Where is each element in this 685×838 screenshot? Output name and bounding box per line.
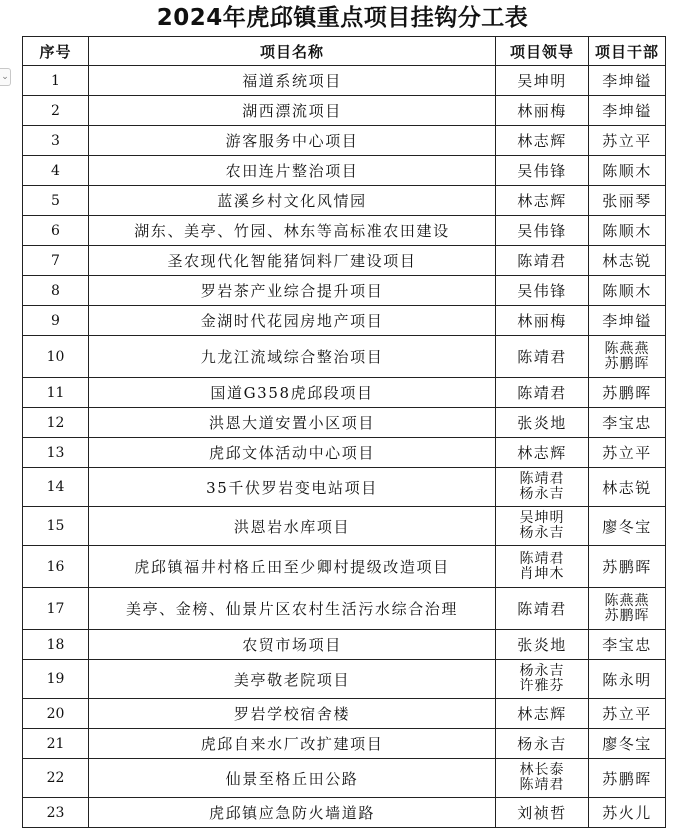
project-name: 湖东、美亭、竹园、林东等高标准农田建设 — [89, 216, 496, 246]
project-table — [22, 36, 666, 828]
project-name: 湖西漂流项目 — [89, 96, 496, 126]
row-number: 20 — [23, 699, 89, 729]
row-number: 5 — [23, 186, 89, 216]
project-cadre-cell — [589, 759, 666, 798]
project-leader: 肖坤木 — [519, 565, 565, 582]
table-row — [23, 216, 666, 246]
project-leader: 陈靖君 — [517, 384, 567, 402]
project-cadre: 张丽琴 — [602, 192, 652, 210]
project-leader-cell — [496, 408, 589, 438]
project-leader: 陈靖君 — [519, 777, 565, 793]
project-cadre-cell — [589, 66, 666, 96]
row-number: 18 — [23, 630, 89, 660]
project-cadre: 苏鹏晖 — [604, 607, 650, 624]
table-row — [23, 660, 666, 699]
table-row — [23, 408, 666, 438]
project-leader: 刘祯哲 — [517, 804, 567, 822]
project-leader: 杨永吉 — [517, 735, 567, 753]
project-cadre-cell — [589, 96, 666, 126]
project-leader: 林长泰 — [519, 762, 565, 778]
project-leader: 吴伟锋 — [517, 162, 567, 180]
project-name: 金湖时代花园房地产项目 — [89, 306, 496, 336]
table-row — [23, 630, 666, 660]
table-row — [23, 276, 666, 306]
row-number: 6 — [23, 216, 89, 246]
project-cadre: 廖冬宝 — [602, 517, 652, 536]
row-number: 4 — [23, 156, 89, 186]
project-name: 罗岩茶产业综合提升项目 — [89, 276, 496, 306]
project-leader-cell — [496, 660, 589, 699]
project-leader: 张炎地 — [517, 636, 567, 654]
project-name: 虎邱镇福井村格丘田至少卿村提级改造项目 — [89, 546, 496, 588]
project-cadre-cell — [589, 378, 666, 408]
project-cadre: 李坤镒 — [602, 72, 652, 90]
project-leader-cell — [496, 186, 589, 216]
row-number: 7 — [23, 246, 89, 276]
project-cadre-cell — [589, 468, 666, 507]
row-number: 21 — [23, 729, 89, 759]
project-leader: 林丽梅 — [517, 102, 567, 120]
project-cadre: 苏立平 — [602, 132, 652, 150]
table-row — [23, 729, 666, 759]
project-cadre: 李宝忠 — [602, 414, 652, 432]
row-number: 15 — [23, 507, 89, 546]
project-cadre-cell — [589, 699, 666, 729]
project-name: 仙景至格丘田公路 — [89, 759, 496, 798]
table-row — [23, 438, 666, 468]
project-cadre: 苏立平 — [602, 705, 652, 723]
project-leader-cell — [496, 216, 589, 246]
row-number: 23 — [23, 798, 89, 828]
project-name: 虎邱自来水厂改扩建项目 — [89, 729, 496, 759]
project-leader: 吴坤明 — [517, 72, 567, 90]
project-cadre: 苏鹏晖 — [602, 769, 652, 788]
chevron-down-icon[interactable]: ⌄ — [0, 68, 11, 86]
row-number: 13 — [23, 438, 89, 468]
project-leader: 吴伟锋 — [517, 282, 567, 300]
project-name: 洪恩大道安置小区项目 — [89, 408, 496, 438]
project-leader-cell — [496, 438, 589, 468]
row-number: 17 — [23, 588, 89, 630]
table-row — [23, 546, 666, 588]
table-row — [23, 699, 666, 729]
project-cadre-cell — [589, 798, 666, 828]
project-cadre: 陈顺木 — [602, 222, 652, 240]
project-name: 圣农现代化智能猪饲料厂建设项目 — [89, 246, 496, 276]
project-leader: 陈靖君 — [519, 550, 565, 567]
project-leader-cell — [496, 468, 589, 507]
project-name: 游客服务中心项目 — [89, 126, 496, 156]
project-cadre: 陈燕燕 — [604, 592, 650, 609]
header-no: 序号 — [23, 37, 89, 66]
project-name: 蓝溪乡村文化风情园 — [89, 186, 496, 216]
table-row — [23, 798, 666, 828]
project-name: 九龙江流域综合整治项目 — [89, 336, 496, 378]
project-leader: 林志辉 — [517, 132, 567, 150]
project-leader: 林志辉 — [517, 705, 567, 723]
header-project-leader: 项目领导 — [496, 37, 589, 66]
project-cadre: 廖冬宝 — [602, 735, 652, 753]
project-cadre-cell — [589, 246, 666, 276]
project-leader-cell — [496, 729, 589, 759]
project-leader: 杨永吉 — [519, 525, 565, 541]
table-row — [23, 759, 666, 798]
row-number: 10 — [23, 336, 89, 378]
project-leader: 陈靖君 — [519, 471, 565, 487]
row-number: 1 — [23, 66, 89, 96]
row-number: 22 — [23, 759, 89, 798]
project-leader: 吴伟锋 — [517, 222, 567, 240]
project-leader-cell — [496, 630, 589, 660]
project-leader-cell — [496, 96, 589, 126]
row-number: 11 — [23, 378, 89, 408]
project-name: 福道系统项目 — [89, 66, 496, 96]
project-cadre: 李宝忠 — [602, 636, 652, 654]
row-number: 2 — [23, 96, 89, 126]
project-leader: 陈靖君 — [517, 600, 567, 618]
project-name: 虎邱镇应急防火墙道路 — [89, 798, 496, 828]
project-leader-cell — [496, 759, 589, 798]
project-leader-cell — [496, 276, 589, 306]
project-leader: 杨永吉 — [519, 663, 565, 679]
project-cadre-cell — [589, 438, 666, 468]
project-cadre: 苏鹏晖 — [602, 384, 652, 402]
project-name: 国道G358虎邱段项目 — [89, 378, 496, 408]
project-cadre: 苏鹏晖 — [602, 558, 652, 576]
table-row — [23, 96, 666, 126]
project-cadre-cell — [589, 660, 666, 699]
table-row — [23, 378, 666, 408]
project-name: 罗岩学校宿舍楼 — [89, 699, 496, 729]
project-leader-cell — [496, 507, 589, 546]
project-name: 美亭敬老院项目 — [89, 660, 496, 699]
project-leader-cell — [496, 588, 589, 630]
project-leader: 许雅芬 — [519, 678, 565, 694]
header-project-cadre: 项目干部 — [589, 37, 666, 66]
project-name: 洪恩岩水库项目 — [89, 507, 496, 546]
project-cadre-cell — [589, 306, 666, 336]
project-leader-cell — [496, 546, 589, 588]
table-row — [23, 186, 666, 216]
project-cadre: 林志锐 — [602, 252, 652, 270]
project-leader: 张炎地 — [517, 414, 567, 432]
row-number: 14 — [23, 468, 89, 507]
table-row — [23, 468, 666, 507]
row-number: 8 — [23, 276, 89, 306]
row-number: 16 — [23, 546, 89, 588]
project-leader-cell — [496, 336, 589, 378]
table-row — [23, 507, 666, 546]
header-project-name: 项目名称 — [89, 37, 496, 66]
row-number: 12 — [23, 408, 89, 438]
table-row — [23, 588, 666, 630]
project-name: 美亭、金榜、仙景片区农村生活污水综合治理 — [89, 588, 496, 630]
project-cadre-cell — [589, 408, 666, 438]
project-cadre: 苏火儿 — [602, 804, 652, 822]
project-cadre: 陈顺木 — [602, 282, 652, 300]
project-name: 35千伏罗岩变电站项目 — [89, 468, 496, 507]
project-leader: 陈靖君 — [517, 252, 567, 270]
project-cadre: 李坤镒 — [602, 312, 652, 330]
project-cadre: 陈永明 — [602, 670, 652, 689]
project-cadre: 苏鹏晖 — [604, 355, 650, 372]
project-cadre: 陈燕燕 — [604, 340, 650, 357]
project-cadre: 林志锐 — [602, 478, 652, 497]
project-cadre-cell — [589, 186, 666, 216]
page-title: 2024年虎邱镇重点项目挂钩分工表 — [156, 5, 529, 31]
project-leader-cell — [496, 306, 589, 336]
project-cadre-cell — [589, 630, 666, 660]
table-row — [23, 126, 666, 156]
table-row — [23, 156, 666, 186]
project-leader-cell — [496, 246, 589, 276]
project-cadre-cell — [589, 216, 666, 246]
project-cadre-cell — [589, 156, 666, 186]
table-row — [23, 306, 666, 336]
project-cadre-cell — [589, 507, 666, 546]
project-leader-cell — [496, 66, 589, 96]
project-cadre: 李坤镒 — [602, 102, 652, 120]
project-cadre-cell — [589, 126, 666, 156]
project-leader-cell — [496, 798, 589, 828]
project-leader: 林志辉 — [517, 444, 567, 462]
project-leader-cell — [496, 699, 589, 729]
project-leader: 林志辉 — [517, 192, 567, 210]
project-cadre: 陈顺木 — [602, 162, 652, 180]
row-number: 19 — [23, 660, 89, 699]
project-cadre-cell — [589, 276, 666, 306]
project-name: 农田连片整治项目 — [89, 156, 496, 186]
project-leader: 杨永吉 — [519, 486, 565, 502]
table-row — [23, 66, 666, 96]
table-row — [23, 336, 666, 378]
project-cadre: 苏立平 — [602, 444, 652, 462]
project-leader: 林丽梅 — [517, 312, 567, 330]
project-name: 农贸市场项目 — [89, 630, 496, 660]
project-leader-cell — [496, 156, 589, 186]
row-number: 9 — [23, 306, 89, 336]
project-leader-cell — [496, 126, 589, 156]
row-number: 3 — [23, 126, 89, 156]
project-cadre-cell — [589, 588, 666, 630]
project-leader: 陈靖君 — [517, 348, 567, 366]
table-row — [23, 246, 666, 276]
project-cadre-cell — [589, 729, 666, 759]
project-name: 虎邱文体活动中心项目 — [89, 438, 496, 468]
project-leader-cell — [496, 378, 589, 408]
table-header-row — [23, 37, 666, 66]
project-cadre-cell — [589, 336, 666, 378]
project-leader: 吴坤明 — [519, 510, 565, 526]
project-cadre-cell — [589, 546, 666, 588]
